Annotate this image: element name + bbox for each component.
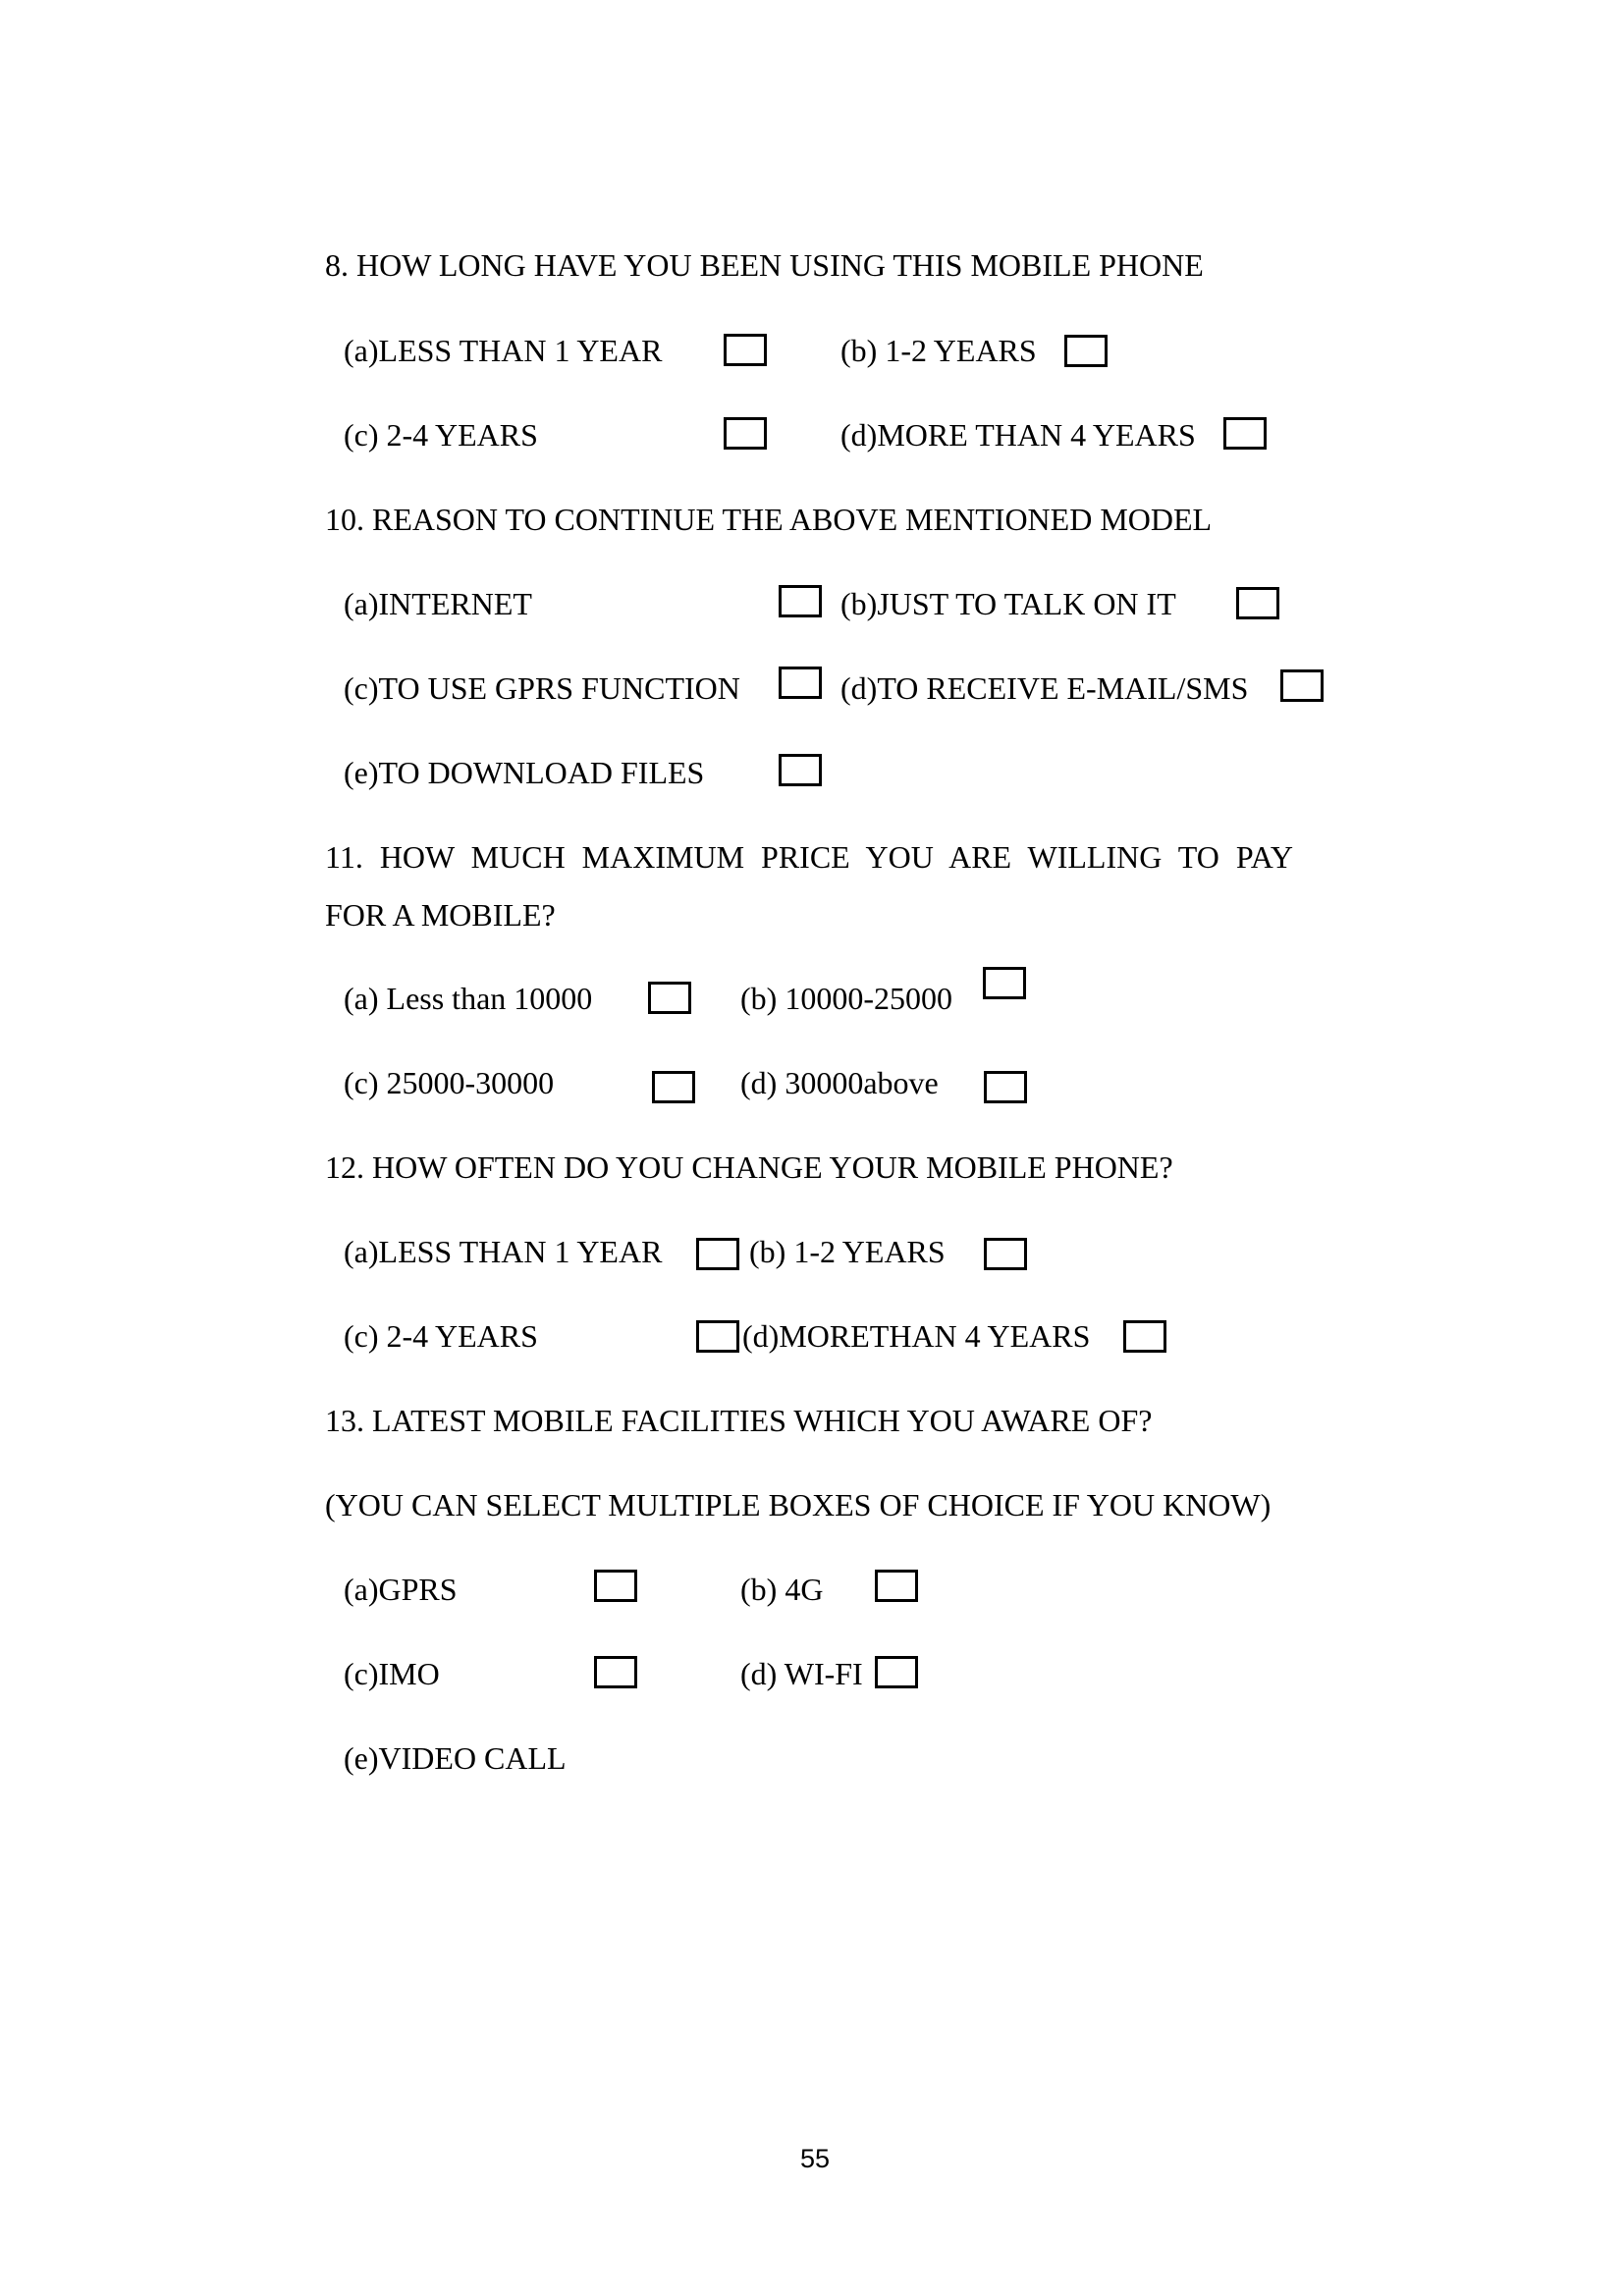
q13-option-a-checkbox[interactable] [594, 1570, 637, 1602]
q11-option-b-checkbox[interactable] [983, 967, 1026, 999]
q11-option-a-label: (a) Less than 10000 [344, 981, 593, 1016]
question-13-text: 13. LATEST MOBILE FACILITIES WHICH YOU AWARE OF? [325, 1403, 1153, 1438]
q13-option-d-checkbox[interactable] [875, 1656, 918, 1688]
q11-option-c-label: (c) 25000-30000 [344, 1065, 555, 1100]
q10-option-c-checkbox[interactable] [779, 667, 822, 699]
q10-option-e-checkbox[interactable] [779, 754, 822, 786]
page-number: 55 [800, 2144, 831, 2173]
q10-option-a-checkbox[interactable] [779, 585, 822, 617]
q8-option-b-label: (b) 1-2 YEARS [840, 333, 1037, 368]
q13-option-c-checkbox[interactable] [594, 1656, 637, 1688]
q10-option-b-label: (b)JUST TO TALK ON IT [840, 586, 1176, 621]
q11-option-d-label: (d) 30000above [740, 1065, 939, 1100]
question-12-text: 12. HOW OFTEN DO YOU CHANGE YOUR MOBILE PHONE? [325, 1149, 1173, 1185]
q13-option-b-label: (b) 4G [740, 1572, 824, 1607]
q13-option-a-label: (a)GPRS [344, 1572, 458, 1607]
q13-option-b-checkbox[interactable] [875, 1570, 918, 1602]
q12-option-c-checkbox[interactable] [696, 1320, 739, 1353]
q8-option-d-checkbox[interactable] [1223, 417, 1267, 450]
q12-option-a-label: (a)LESS THAN 1 YEAR [344, 1234, 663, 1269]
q10-option-b-checkbox[interactable] [1236, 587, 1279, 619]
q8-option-c-label: (c) 2-4 YEARS [344, 417, 538, 453]
q11-option-c-checkbox[interactable] [652, 1071, 695, 1103]
q10-option-d-label: (d)TO RECEIVE E-MAIL/SMS [840, 670, 1249, 706]
q12-option-d-checkbox[interactable] [1123, 1320, 1166, 1353]
question-8-text: 8. HOW LONG HAVE YOU BEEN USING THIS MOBILE PHONE [325, 247, 1204, 283]
q10-option-c-label: (c)TO USE GPRS FUNCTION [344, 670, 740, 706]
q13-option-c-label: (c)IMO [344, 1656, 440, 1691]
question-11-text-line2: FOR A MOBILE? [325, 897, 556, 933]
q13-option-e-label: (e)VIDEO CALL [344, 1740, 567, 1776]
q8-option-b-checkbox[interactable] [1064, 335, 1108, 367]
q10-option-e-label: (e)TO DOWNLOAD FILES [344, 755, 705, 790]
q12-option-c-label: (c) 2-4 YEARS [344, 1318, 538, 1354]
q8-option-a-label: (a)LESS THAN 1 YEAR [344, 333, 663, 368]
q11-option-b-label: (b) 10000-25000 [740, 981, 952, 1016]
q8-option-d-label: (d)MORE THAN 4 YEARS [840, 417, 1196, 453]
q12-option-a-checkbox[interactable] [696, 1238, 739, 1270]
q11-option-d-checkbox[interactable] [984, 1071, 1027, 1103]
question-10-text: 10. REASON TO CONTINUE THE ABOVE MENTIONED MODEL [325, 502, 1213, 537]
q10-option-d-checkbox[interactable] [1280, 669, 1324, 702]
question-11-text-line1: 11. HOW MUCH MAXIMUM PRICE YOU ARE WILLING TO PAY [325, 839, 1293, 875]
q13-option-d-label: (d) WI-FI [740, 1656, 863, 1691]
q12-option-b-label: (b) 1-2 YEARS [749, 1234, 946, 1269]
q12-option-d-label: (d)MORETHAN 4 YEARS [742, 1318, 1091, 1354]
q12-option-b-checkbox[interactable] [984, 1238, 1027, 1270]
q11-option-a-checkbox[interactable] [648, 982, 691, 1014]
q8-option-a-checkbox[interactable] [724, 334, 767, 366]
q10-option-a-label: (a)INTERNET [344, 586, 532, 621]
question-13-note: (YOU CAN SELECT MULTIPLE BOXES OF CHOICE IF YOU KNOW) [325, 1487, 1272, 1522]
q8-option-c-checkbox[interactable] [724, 417, 767, 450]
